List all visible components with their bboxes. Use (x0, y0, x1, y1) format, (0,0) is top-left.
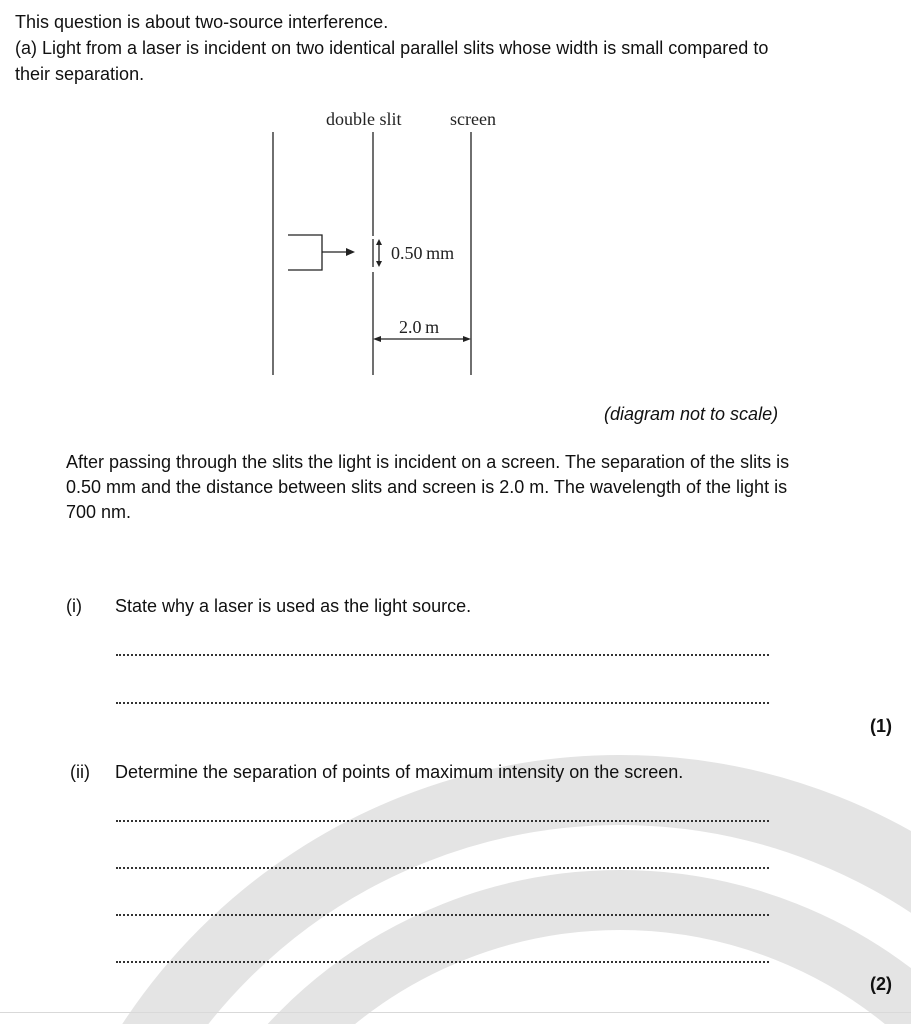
question-text: State why a laser is used as the light source. (115, 596, 472, 616)
arrowhead-icon (346, 248, 355, 256)
paragraph-line: After passing through the slits the light is incident on a screen. The separation of the slits is (66, 452, 790, 472)
intro-line: their separation. (15, 64, 145, 84)
marks-badge: (2) (870, 974, 892, 994)
question-number: (i) (66, 596, 82, 616)
label-double-slit: double slit (326, 109, 402, 129)
label-distance: 2.0 m (399, 317, 440, 337)
question-text: Determine the separation of points of maximum intensity on the screen. (115, 762, 684, 782)
paragraph-line: 0.50 mm and the distance between slits and screen is 2.0 m. The wavelength of the light is (66, 477, 788, 497)
paragraph-line: 700 nm. (66, 502, 132, 522)
label-slit-separation: 0.50 mm (391, 243, 455, 263)
intro-line: (a) Light from a laser is incident on two identical parallel slits whose width is small compared to (15, 38, 769, 58)
double-slit-diagram (260, 100, 520, 380)
intro-line: This question is about two-source interference. (15, 12, 389, 32)
marks-badge: (1) (870, 716, 892, 736)
question-number: (ii) (70, 762, 90, 782)
arrowhead-up-icon (376, 239, 382, 245)
answer-line[interactable] (116, 654, 769, 656)
diagram-note: (diagram not to scale) (604, 404, 779, 424)
arrowhead-left-icon (373, 336, 381, 342)
answer-line[interactable] (116, 961, 769, 963)
arrowhead-right-icon (463, 336, 471, 342)
arrowhead-down-icon (376, 261, 382, 267)
answer-line[interactable] (116, 867, 769, 869)
label-screen: screen (450, 109, 496, 129)
answer-line[interactable] (116, 820, 769, 822)
page-footer-divider (0, 1012, 911, 1013)
laser-source-icon (288, 235, 322, 270)
answer-line[interactable] (116, 702, 769, 704)
answer-line[interactable] (116, 914, 769, 916)
